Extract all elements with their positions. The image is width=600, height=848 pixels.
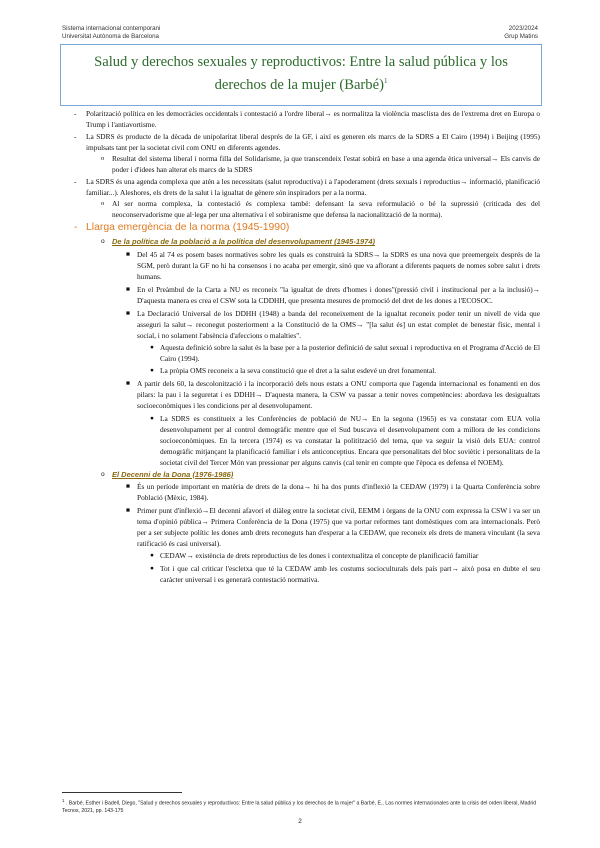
course-name: Sistema internacional contemporani — [62, 25, 161, 32]
bullet-first-turning-point: ■ Primer punt d'inflexió→El decenni afavorí el diàleg entre la societat civil, EEMM i òrgans de la ONU com expressa la CSW i va ser un tema d'opinió pública→ Primera Conferència de la Dona (1975) que va portar reformes tant domèstiques com ara internacionals. Però per a ser subjecte polític les dones amb drets reconeguts han d'esperar a la CEDAW, que reconeix els drets de manera vinculant (la seva ratificació és casi universal). — [126, 506, 540, 549]
paragraph-polarization: - Polarització política en les democràcies occidentals i contestació a l'ordre liberal→ es normalitza la violència masclista des de l'extrema dret en Europa o Trump i l'antiavortisme. — [74, 109, 540, 130]
academic-year: 2023/2024 — [508, 25, 538, 32]
title-line-1: Salud y derechos sexuales y reproductivos: Entre la salud pública y los — [94, 54, 508, 70]
footnote-text: . Barbé, Esther i Badell, Diego, "Salud y derechos sexuales y reproductivos: Entre la salud pública y los derechos de la mujer" a Barbé, E., Las normes internacionales ante la crisis del orden liberal, Madrid Tecnos, 2021, pp. 143-175 — [62, 800, 537, 814]
bullet-population-conferences: ● La SDRS es constitueix a les Conferències de població de NU→ En la segona (1965) es va constatar com EUA volia desenvolupament per al control demogràfic mentre que el Sud buscava el desenvolupament com a millora de les condicions socioeconòmiques. En la tercera (1974) es va constatar la politització del tema, que va seguir la visió dels EUA: control demogràfic mitjançant la planificació familiar i els anticonceptius. Encara que personalitats del bloc soviètic i personalitats de la societat civil del Tercer Món van pressionar per alguns canvis (cal tenir en compte que l'època es defensa el NOEM). — [150, 413, 540, 467]
header-right — [504, 25, 538, 40]
document-body — [0, 108, 600, 585]
bullet-important-period: ■ És un període important en matèria de drets de la dona→ hi ha dos punts d'inflexió la CEDAW (1979) i la Quarta Conferència sobre Població (Mèxic, 1984). — [126, 482, 540, 503]
bullet-who-constitution: ● La pròpia OMS reconeix a la seva constitució que el dret a la salut esdevé un dret fonamental. — [150, 366, 437, 376]
page-number: 2 — [298, 818, 302, 825]
title-box — [60, 44, 542, 106]
bullet-un-charter: ■ En el Preàmbul de la Carta a NU es reconeix "la igualtat de drets d'homes i dones"(pressió civil i institucional per a la inclusió)→ D'aquesta manera es crea el CSW sota la CDDHH, que presenta mesures de promoció del dret de les dones a l'ECOSOC. — [126, 285, 540, 306]
footnote-ref[interactable]: 1 — [383, 77, 388, 86]
subsection-heading-decade: o El Decenni de la Dona (1976-1986) — [101, 469, 234, 479]
bullet-udhr: ■ La Declaració Universal de los DDHH (1948) a banda del reconeixement de la igualtat reconeix poder tenir un nivell de vida que asseguri la salut→ reconegut posteriorment a la Constitució de la OMS→ "[la salut és] un estat complet de benestar físic, mental i social, i no solament l'absència d'afeccions o malalties". — [126, 309, 540, 341]
footnote-divider — [62, 792, 182, 793]
bullet-decolonization: ■ A partir dels 60, la descolonització i la incorporació dels nous estats a ONU comporta que l'agenda internacional es fonamenti en dos pilars: la pau i la seguretat i es DDHH→ D'aquesta manera, la CSW va passar a tenir noves competències: abordava les desigualtats socioeconòmiques i les condicions per al desenvolupament. — [126, 379, 540, 411]
subitem-liberal-result: o Resultat del sistema liberal i norma filla del Solidarisme, ja que transcendeix l'estat sobirà en base a una agenda ètica universal→ Els canvis de poder i d'idees han alterat els marcs de la SDRS — [101, 154, 540, 175]
paragraph-sdrs-origin: - La SDRS és producte de la dècada de unipolaritat liberal després de la GF, i així es generen els marcs de la SDRS a El Cairo (1994) i Beijing (1995) impulsats tant per la societat civil com ONU en diferents agendes. — [74, 132, 540, 153]
group-name: Grup Matins — [504, 32, 538, 40]
university-name: Universitat Autònoma de Barcelona — [62, 32, 159, 40]
section-heading-emergence: - Llarga emergència de la norma (1945-1990) — [74, 222, 290, 234]
bullet-cedaw-critique: ● Tot i que cal criticar l'escletxa que té la CEDAW amb les costums socioculturals dels país part→ això posa en dubte el seu caràcter universal i es generarà contestació normativa. — [150, 563, 540, 584]
bullet-cedaw: ● CEDAW→ existència de drets reproductius de les dones i contextualitza el concepte de planificació familiar — [150, 551, 479, 561]
title-line-2-text: derechos de la mujer (Barbé) — [214, 77, 384, 93]
header-left — [62, 25, 160, 40]
subsection-heading-population: o De la política de la població a la política del desenvolupament (1945-1974) — [101, 237, 376, 247]
title-line-2 — [61, 74, 541, 97]
paragraph-complex-agenda: - La SDRS és una agenda complexa que atén a les necessitats (salut reproductiva) i a l'apoderament (drets sexuals i reproductius→ informació, planificació familiar...). Aleshores, els drets de la salut i la igualtat de gènere són inspiradors per a la norma. — [74, 177, 540, 198]
footnote — [62, 797, 540, 815]
subitem-contestation: o Al ser norma complexa, la contestació és complexa també: defensant la seva reformulació o bé la supressió (criticada des del neoconservadorisme que al·lega per una alternativa i el sobiranisme que defensa la nacionalització de la norma). — [101, 199, 540, 220]
bullet-1945-1974: ■ Del 45 al 74 es posem bases normatives sobre les quals es construirà la SDRS→ la SDRS es una nova que preemergeix després de la SGM, però durant la GF no hi ha consensos i no acaba per emergir, sinó que va aflorant a diferents paquets de nomes sobre salut i drets humans. — [126, 249, 540, 281]
footnote-number: 1 — [62, 798, 65, 803]
bullet-health-definition: ● Aquesta definició sobre la salut és la base per a la posterior definició de salut sexual i reproductiva en el Programa d'Acció de El Cairo (1994). — [150, 343, 540, 364]
